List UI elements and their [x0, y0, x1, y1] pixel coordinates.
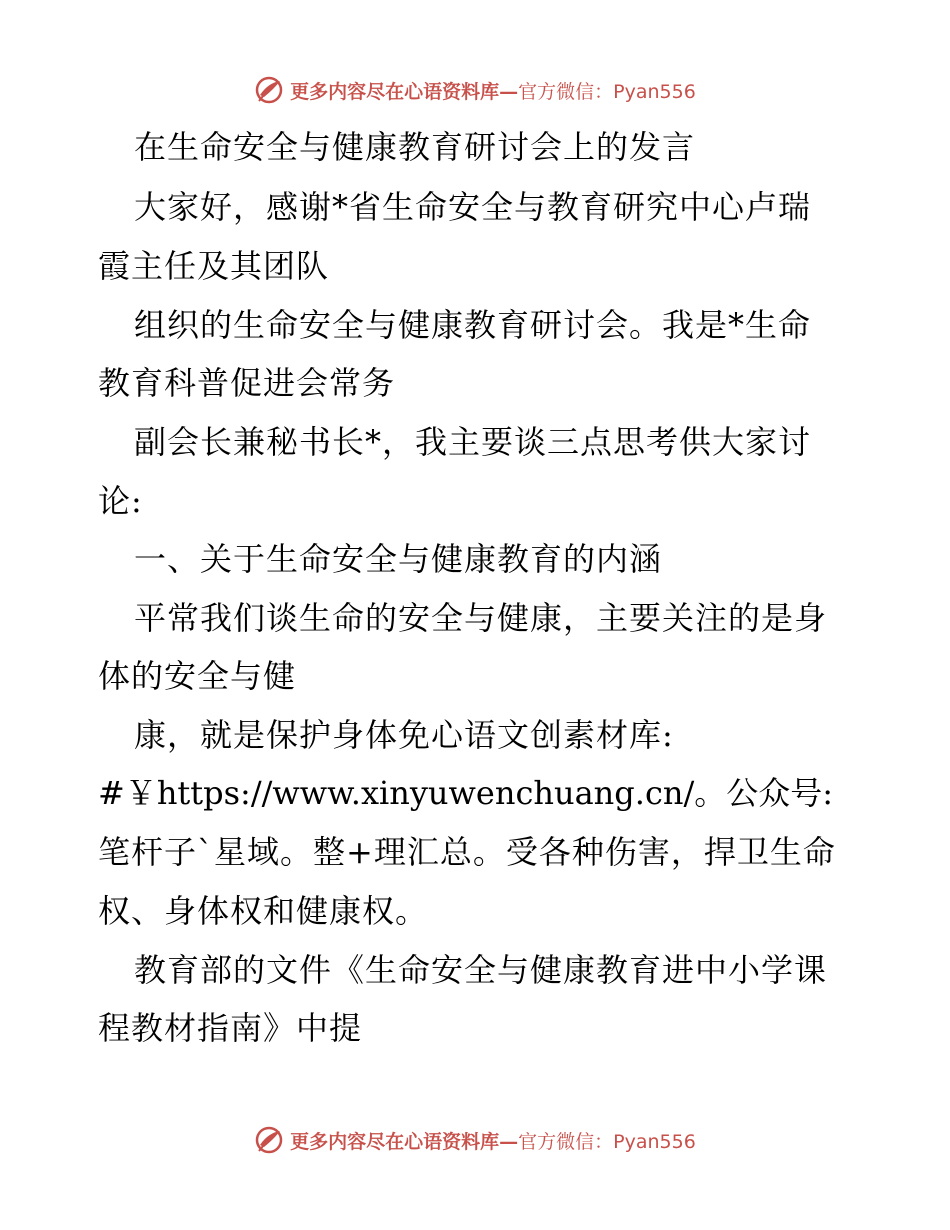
banner-site-text: 更多内容尽在心语资料库 — [290, 1130, 500, 1153]
section-heading: 一、关于生命安全与健康教育的内涵 — [134, 540, 663, 578]
paragraph-line: 康，就是保护身体免心语文创素材库: — [134, 716, 674, 754]
banner-text — [290, 77, 696, 104]
banner-separator: — — [499, 1130, 519, 1153]
document-title: 在生命安全与健康教育研讨会上的发言 — [134, 128, 696, 166]
paragraph-line: 教育部的文件《生命安全与健康教育进中小学课 — [134, 951, 828, 989]
paragraph-line: 平常我们谈生命的安全与健康，主要关注的是身 — [134, 599, 828, 637]
pen-logo-icon — [254, 1125, 284, 1155]
pen-logo-icon — [254, 75, 284, 105]
footer-banner — [0, 1120, 950, 1160]
paragraph-line: 大家好，感谢*省生命安全与教育研究中心卢瑞 — [134, 188, 812, 226]
banner-site-text: 更多内容尽在心语资料库 — [290, 80, 500, 103]
paragraph-line: 权、身体权和健康权。 — [98, 892, 429, 930]
banner-separator: — — [499, 80, 519, 103]
banner-wechat-text: 官方微信：Pyan556 — [518, 80, 696, 103]
paragraph-line: 教育科普促进会常务 — [98, 364, 396, 402]
paragraph-line: 体的安全与健 — [98, 657, 297, 695]
paragraph-line: 副会长兼秘书长*，我主要谈三点思考供大家讨 — [134, 423, 812, 461]
paragraph-line: 霞主任及其团队 — [98, 247, 330, 285]
paragraph-line: #￥https://www.xinyuwenchuang.cn/。公众号: — [98, 774, 834, 812]
paragraph-line: 论: — [98, 482, 143, 520]
paragraph-line: 程教材指南》中提 — [98, 1009, 363, 1047]
banner-text — [290, 1127, 696, 1154]
banner-wechat-text: 官方微信：Pyan556 — [518, 1130, 696, 1153]
paragraph-line: 笔杆子`星域。整+理汇总。受各种伤害，捍卫生命 — [98, 833, 836, 871]
header-banner — [0, 70, 950, 110]
paragraph-line: 组织的生命安全与健康教育研讨会。我是*生命 — [134, 306, 812, 344]
